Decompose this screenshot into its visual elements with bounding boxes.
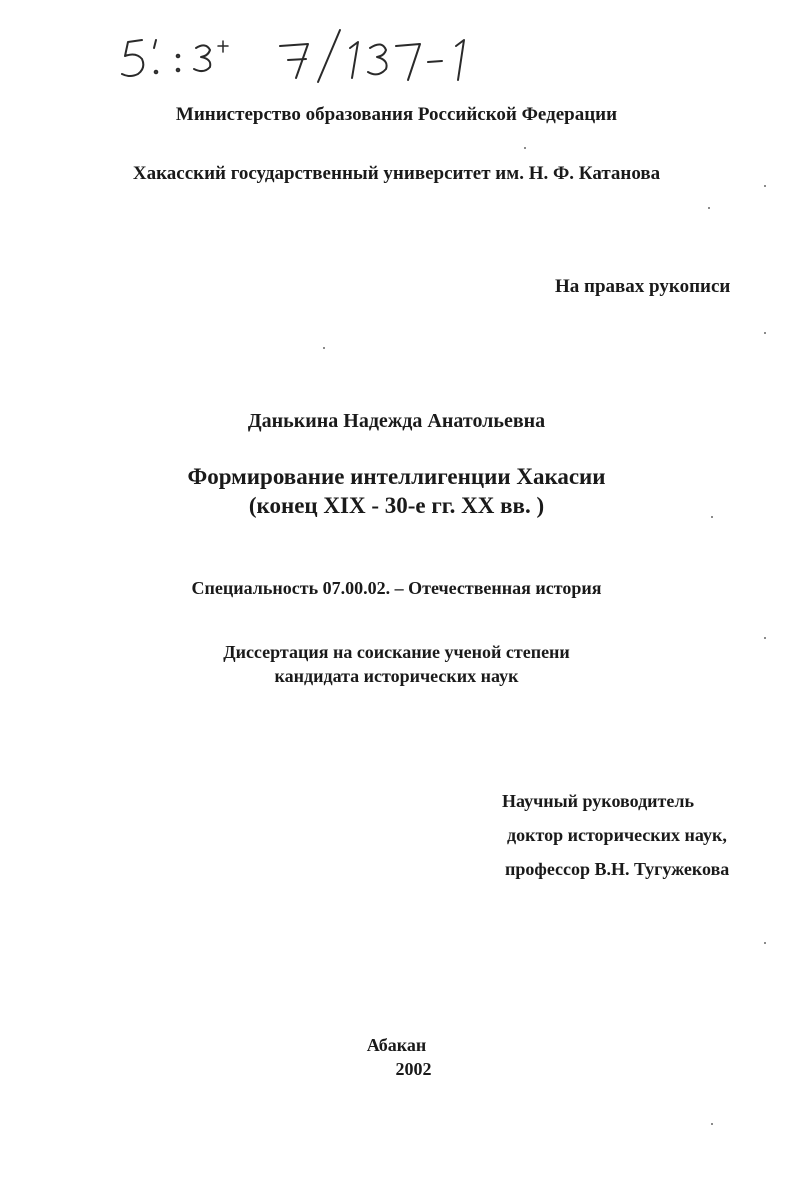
scan-speck (764, 942, 766, 944)
specialty: Специальность 07.00.02. – Отечественная история (191, 578, 602, 598)
scan-speck (764, 185, 766, 187)
scan-speck (323, 347, 325, 349)
manuscript-rights-note: На правах рукописи (555, 276, 731, 297)
supervisor-name: профессор В.Н. Тугужекова (505, 859, 730, 879)
supervisor-degree: доктор исторических наук, (507, 825, 727, 845)
scan-speck (711, 1123, 713, 1125)
author-name: Данькина Надежда Анатольевна (247, 410, 546, 432)
dissertation-degree-line-2: кандидата исторических наук (274, 666, 519, 686)
dissertation-title-line-2: (конец XIX - 30-е гг. XX вв. ) (248, 493, 545, 518)
scan-speck (764, 332, 766, 334)
handwritten-archive-mark (112, 26, 482, 84)
scan-speck (524, 147, 526, 149)
scan-speck (711, 516, 713, 518)
university-name: Хакасский государственный университет им. Н. Ф. Катанова (132, 163, 661, 184)
scan-speck (764, 637, 766, 639)
dissertation-title-line-1: Формирование интеллигенции Хакасии (187, 464, 606, 489)
dissertation-degree-line-1: Диссертация на соискание ученой степени (223, 642, 570, 662)
ministry-name: Министерство образования Российской Федерации (175, 104, 618, 125)
scan-speck (708, 207, 710, 209)
year: 2002 (395, 1059, 432, 1079)
supervisor-label: Научный руководитель (502, 791, 694, 811)
city: Абакан (366, 1035, 427, 1055)
